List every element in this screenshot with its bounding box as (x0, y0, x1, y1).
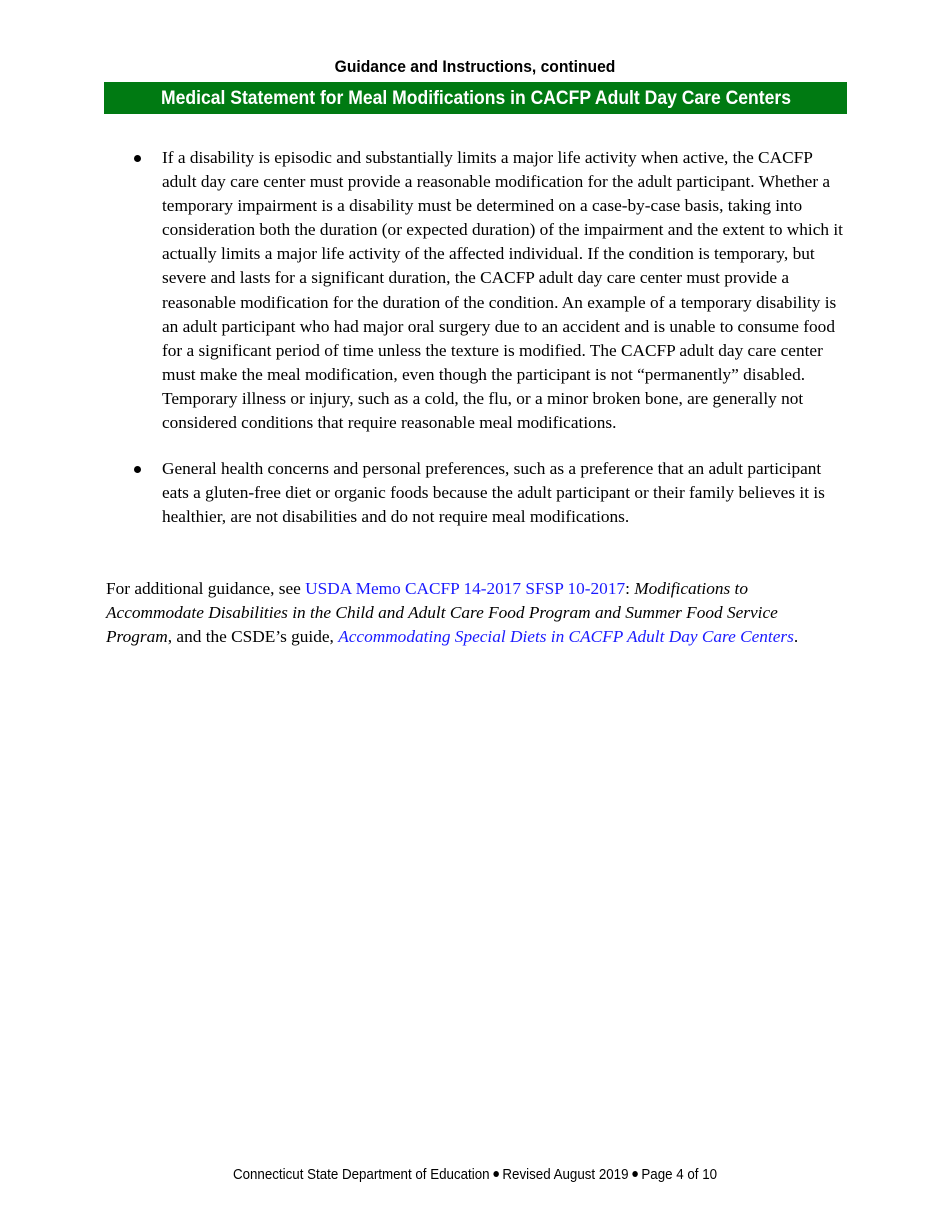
list-item-text: If a disability is episodic and substantially limits a major life activity when active, the CACFP adult day care center must provide a reasonable modification for the adult participant. Whether a temporary impairment is a disability must be determined on a case-by-case basis, taking into consideration both the duration (or expected duration) of the impairment and the extent to which it actually limits a major life activity of the affected individual. If the condition is temporary, but severe and lasts for a significant duration, the CACFP adult day care center must provide a reasonable modification for the duration of the condition. An example of a temporary disability is an adult participant who had major oral surgery due to an accident and is unable to consume food for a significant period of time unless the texture is modified. The CACFP adult day care center must make the meal modification, even though the participant is not “permanently” disabled. Temporary illness or injury, such as a cold, the flu, or a minor broken bone, are generally not considered conditions that require reasonable meal modifications. (162, 148, 843, 433)
footer-page-number: Page 4 of 10 (641, 1167, 718, 1183)
separator-dot-icon (632, 1171, 638, 1177)
guidance-heading: Guidance and Instructions, continued (334, 57, 616, 76)
additional-guidance-middle: , and the CSDE’s guide, (167, 627, 339, 647)
title-banner (104, 82, 847, 114)
colon-text: : (625, 579, 635, 598)
page-footer (38, 1166, 912, 1184)
page-title: Medical Statement for Meal Modifications in CACFP Adult Day Care Centers (160, 86, 791, 109)
additional-guidance-paragraph (106, 577, 848, 649)
bullet-list (106, 146, 846, 551)
list-item (106, 146, 846, 435)
bullet-icon (134, 155, 141, 162)
separator-dot-icon (493, 1171, 499, 1177)
list-item (106, 457, 846, 529)
list-item-text: General health concerns and personal preferences, such as a preference that an adult participant eats a gluten-free diet or organic foods because the adult participant or their family believes it is healthier, are not disabilities and do not require meal modifications. (162, 459, 825, 527)
bullet-icon (134, 466, 141, 473)
additional-guidance-prefix: For additional guidance, see (106, 579, 306, 598)
usda-memo-link[interactable]: USDA Memo CACFP 14-2017 SFSP 10-2017 (305, 579, 626, 598)
footer-org: Connecticut State Department of Education (232, 1167, 490, 1183)
memo-title: Modifications to Accommodate Disabilities in the Child and Adult Care Food Program and Summer Food Service Program (106, 579, 778, 647)
period-text: . (793, 627, 799, 647)
footer-revised: Revised August 2019 (502, 1167, 629, 1183)
special-diets-guide-link[interactable]: Accommodating Special Diets in CACFP Adult Day Care Centers (338, 627, 794, 647)
